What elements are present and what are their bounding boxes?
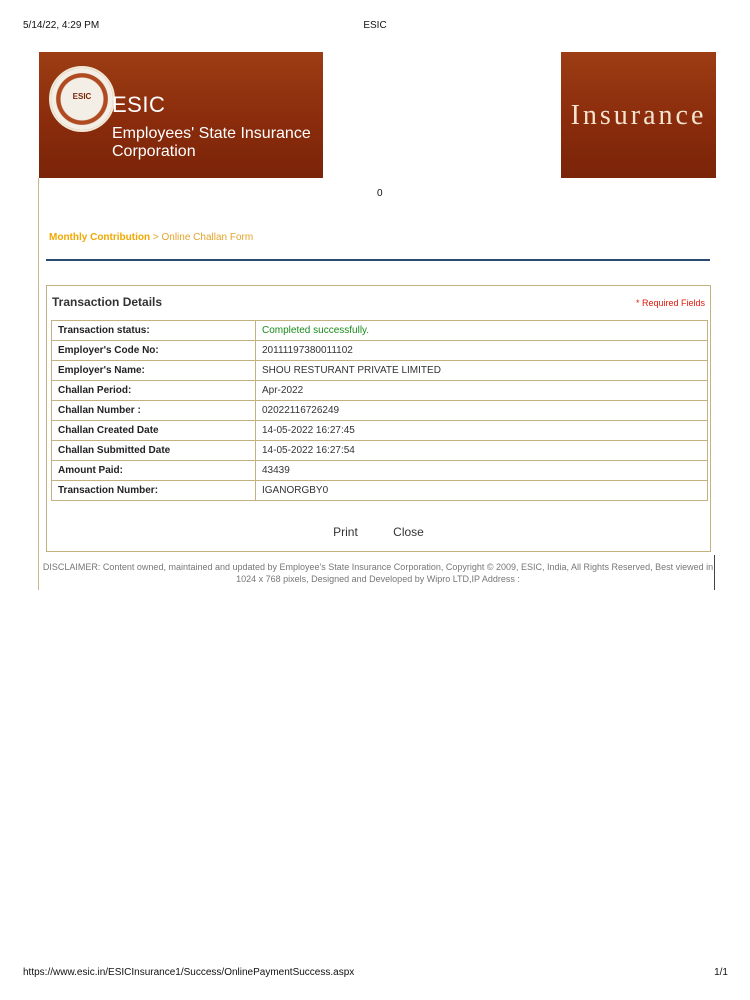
row-label: Challan Number : xyxy=(52,401,256,421)
row-label: Transaction status: xyxy=(52,321,256,341)
row-label: Challan Created Date xyxy=(52,421,256,441)
challan-created-date-value: 14-05-2022 16:27:45 xyxy=(256,421,708,441)
panel-title: Transaction Details xyxy=(52,295,163,309)
transaction-details-panel xyxy=(46,285,711,552)
transaction-status-value: Completed successfully. xyxy=(256,321,708,341)
print-page-title: ESIC xyxy=(363,20,387,31)
esic-header-banner xyxy=(39,52,323,178)
challan-number-value: 02022116726249 xyxy=(256,401,708,421)
print-page-number: 1/1 xyxy=(714,967,728,978)
breadcrumb-online-challan-form: Online Challan Form xyxy=(161,232,254,243)
table-row xyxy=(52,381,708,401)
table-row xyxy=(52,341,708,361)
table-row xyxy=(52,321,708,341)
table-row xyxy=(52,401,708,421)
required-fields-note: * Required Fields xyxy=(635,298,705,308)
insurance-banner xyxy=(561,52,716,178)
page-left-border xyxy=(38,178,39,590)
row-label: Challan Period: xyxy=(52,381,256,401)
table-row xyxy=(52,481,708,501)
amount-paid-value: 43439 xyxy=(256,461,708,481)
brand-short-name: ESIC xyxy=(112,92,166,117)
challan-submitted-date-value: 14-05-2022 16:27:54 xyxy=(256,441,708,461)
transaction-number-value: IGANORGBY0 xyxy=(256,481,708,501)
breadcrumb-monthly-contribution[interactable]: Monthly Contribution xyxy=(49,232,151,243)
employer-code-value: 20111197380011102 xyxy=(256,341,708,361)
esic-logo-icon xyxy=(49,66,115,132)
row-label: Transaction Number: xyxy=(52,481,256,501)
print-button[interactable]: Print xyxy=(333,525,358,539)
brand-full-name: Employees' State Insurance Corporation xyxy=(112,125,311,160)
disclaimer-text: DISCLAIMER: Content owned, maintained and updated by Employee's State Insurance Corporation, Copyright © 2009, ESIC, India, All Rights Reserved, Best viewed in 1024 x 768 pixels, Designed and Developed by Wipro LTD,IP Address : xyxy=(42,562,714,584)
table-row xyxy=(52,461,708,481)
employer-name-value: SHOU RESTURANT PRIVATE LIMITED xyxy=(256,361,708,381)
row-label: Challan Submitted Date xyxy=(52,441,256,461)
table-row xyxy=(52,361,708,381)
print-datetime: 5/14/22, 4:29 PM xyxy=(23,20,100,31)
panel-actions xyxy=(47,525,710,539)
row-label: Amount Paid: xyxy=(52,461,256,481)
table-row xyxy=(52,421,708,441)
challan-period-value: Apr-2022 xyxy=(256,381,708,401)
row-label: Employer's Name: xyxy=(52,361,256,381)
section-divider xyxy=(46,259,710,261)
insurance-banner-text: Insurance xyxy=(570,100,707,131)
transaction-details-table xyxy=(51,320,708,501)
table-row xyxy=(52,441,708,461)
close-button[interactable]: Close xyxy=(393,525,424,539)
logo-text: ESIC xyxy=(72,92,92,101)
row-label: Employer's Code No: xyxy=(52,341,256,361)
print-url: https://www.esic.in/ESICInsurance1/Success/OnlinePaymentSuccess.aspx xyxy=(23,967,355,978)
visitor-counter: 0 xyxy=(377,188,383,199)
breadcrumb xyxy=(49,232,253,243)
breadcrumb-separator: > xyxy=(152,232,159,243)
